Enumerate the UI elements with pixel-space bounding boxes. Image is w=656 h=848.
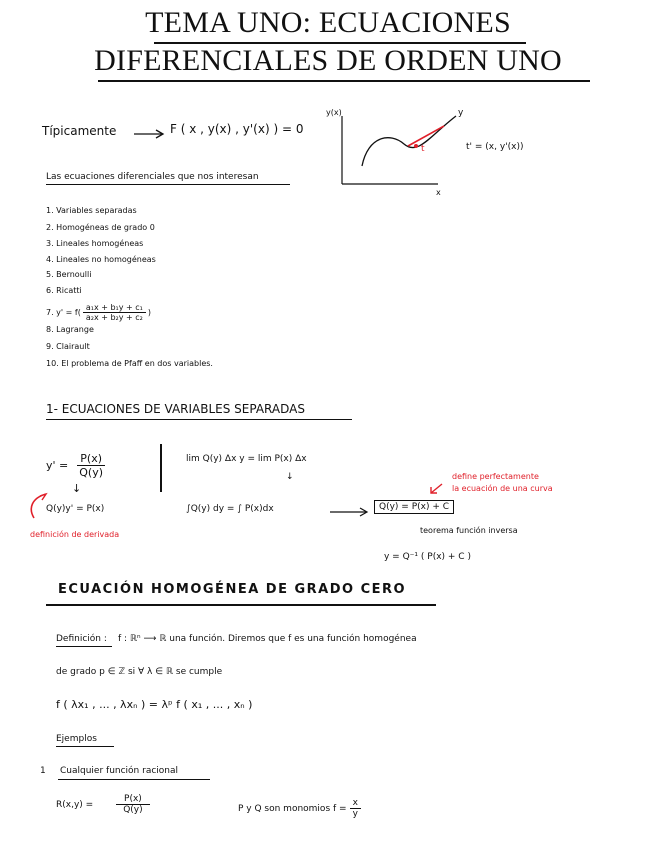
definition-text-1: f : ℝⁿ ⟶ ℝ una función. Diremos que f es una función homogénea bbox=[118, 634, 417, 644]
example1-number: 1 bbox=[40, 766, 46, 776]
arrow-right-icon bbox=[134, 128, 166, 140]
boxed-result: Q(y) = P(x) + C bbox=[374, 500, 454, 514]
arrow-right-icon bbox=[330, 506, 370, 518]
example1-ratio-num: x bbox=[350, 798, 361, 809]
title-underline-2 bbox=[98, 80, 590, 82]
eq-denominator: Q(y) bbox=[79, 466, 104, 479]
item7-prefix: 7. y' = f( bbox=[46, 308, 81, 317]
list-item-7 bbox=[46, 303, 151, 322]
item7-numerator: a₁x + b₁y + c₁ bbox=[83, 303, 146, 313]
red-note-line2: la ecuación de una curva bbox=[452, 484, 553, 493]
typically-label: Típicamente bbox=[42, 124, 117, 138]
red-arrow-icon bbox=[26, 492, 50, 522]
page-title-line2: DIFERENCIALES DE ORDEN UNO bbox=[94, 44, 562, 77]
list-item: 8. Lagrange bbox=[46, 325, 94, 334]
item7-close: ) bbox=[147, 308, 152, 317]
list-item: 1. Variables separadas bbox=[46, 206, 137, 215]
eq-lhs: y' = bbox=[46, 459, 69, 472]
arrow-down-icon: ↓ bbox=[286, 472, 294, 482]
integral-expression: ∫Q(y) dy = ∫ P(x)dx bbox=[186, 504, 274, 514]
item7-denominator: a₂x + b₂y + c₂ bbox=[85, 313, 143, 322]
graph-curve-label: y bbox=[458, 108, 464, 118]
curve-graph bbox=[330, 108, 470, 198]
section2-underline bbox=[46, 604, 436, 606]
example1-expression bbox=[56, 794, 151, 815]
example1-lhs: R(x,y) = bbox=[56, 799, 94, 810]
list-item: 10. El problema de Pfaff en dos variables. bbox=[46, 359, 213, 368]
final-expression: y = Q⁻¹ ( P(x) + C ) bbox=[384, 552, 471, 562]
example1-ratio-den: y bbox=[352, 809, 358, 819]
list-item: 2. Homogéneas de grado 0 bbox=[46, 223, 155, 232]
examples-label: Ejemplos bbox=[56, 734, 97, 744]
example1-ratio bbox=[350, 798, 361, 819]
list-item: 4. Lineales no homogéneas bbox=[46, 255, 156, 264]
list-item: 6. Ricatti bbox=[46, 286, 82, 295]
eq-fraction bbox=[76, 452, 106, 479]
graph-t-label: t bbox=[421, 144, 425, 154]
example1-note bbox=[238, 798, 361, 819]
section1-heading: 1- ECUACIONES DE VARIABLES SEPARADAS bbox=[46, 402, 305, 416]
example1-numerator: P(x) bbox=[116, 794, 150, 805]
definition-label: Definición : bbox=[56, 634, 107, 644]
general-form: F ( x , y(x) , y'(x) ) = 0 bbox=[170, 122, 304, 136]
types-heading: Las ecuaciones diferenciales que nos interesan bbox=[46, 172, 259, 182]
section2-heading: ECUACIÓN HOMOGÉNEA DE GRADO CERO bbox=[58, 582, 407, 597]
examples-underline bbox=[56, 746, 114, 747]
derivative-note: definición de derivada bbox=[30, 530, 120, 539]
list-item: 5. Bernoulli bbox=[46, 270, 92, 279]
limit-expression: lim Q(y) Δx y = lim P(x) Δx bbox=[186, 454, 307, 464]
graph-y-axis-label: y(x) bbox=[326, 108, 342, 117]
red-note-line1: define perfectamente bbox=[452, 472, 539, 481]
red-arrow-icon bbox=[428, 482, 444, 496]
definition-text-2: de grado p ∈ ℤ si ∀ λ ∈ ℝ se cumple bbox=[56, 667, 223, 677]
section1-underline bbox=[46, 419, 352, 420]
example1-label: Cualquier función racional bbox=[60, 766, 179, 776]
example1-denominator: Q(y) bbox=[123, 805, 143, 815]
graph-tangent-label: t' = (x, y'(x)) bbox=[466, 142, 524, 152]
item7-fraction bbox=[83, 303, 146, 322]
theorem-note: teorema función inversa bbox=[420, 526, 518, 535]
example1-underline bbox=[58, 779, 210, 780]
page-title-line1: TEMA UNO: ECUACIONES bbox=[145, 6, 511, 39]
example1-fraction bbox=[115, 794, 150, 815]
separable-equation bbox=[46, 452, 106, 479]
list-item: 9. Clairault bbox=[46, 342, 90, 351]
eq-result: Q(y)y' = P(x) bbox=[46, 504, 105, 514]
divider-vertical bbox=[160, 444, 162, 492]
eq-numerator: P(x) bbox=[77, 452, 105, 466]
example1-text: P y Q son monomios f = bbox=[238, 803, 347, 814]
types-heading-underline bbox=[46, 184, 290, 185]
arrow-down-icon: ↓ bbox=[72, 482, 82, 495]
definition-formula: f ( λx₁ , ... , λxₙ ) = λᵖ f ( x₁ , ... , xₙ ) bbox=[56, 698, 253, 711]
graph-x-axis-label: x bbox=[436, 188, 441, 197]
list-item: 3. Lineales homogéneas bbox=[46, 239, 144, 248]
definition-underline bbox=[56, 646, 112, 647]
